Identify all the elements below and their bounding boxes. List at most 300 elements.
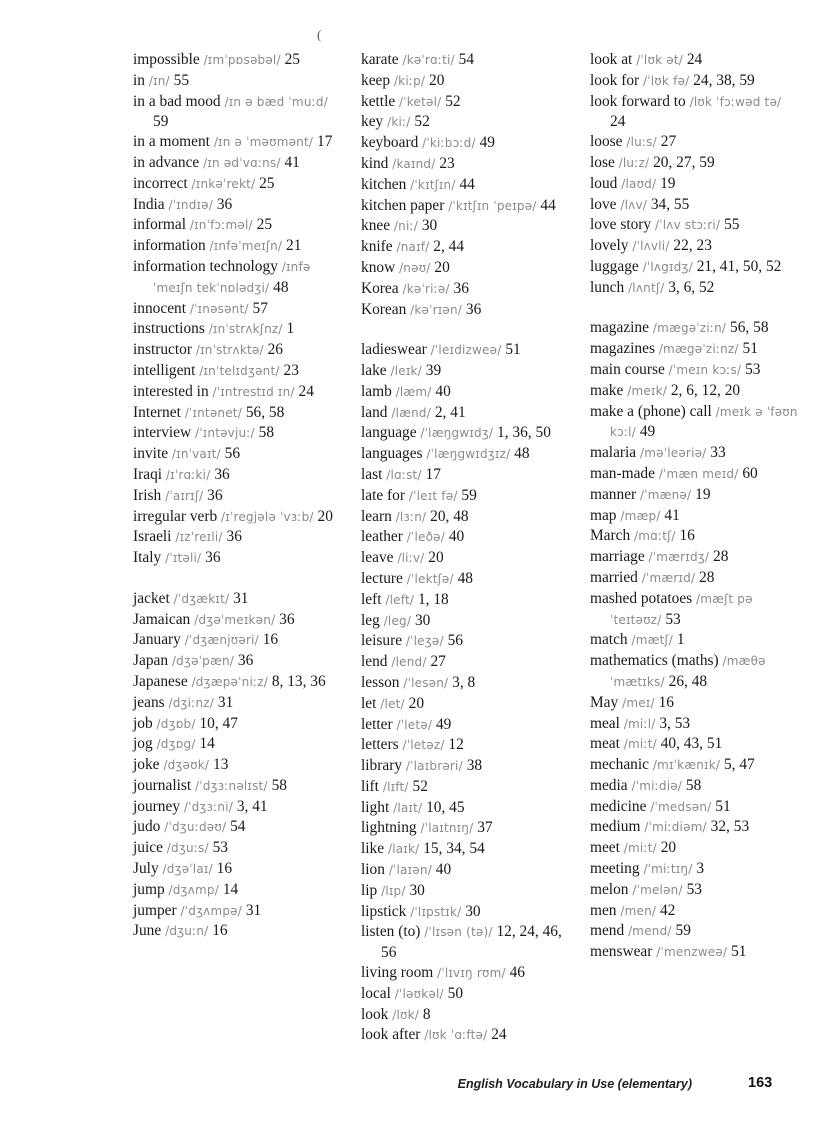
index-entry xyxy=(590,506,800,527)
index-entry xyxy=(361,382,571,403)
entry-pronunciation: /dʒɒb/ xyxy=(156,716,196,731)
entry-word: make a (phone) call xyxy=(590,402,712,420)
entry-word: loose xyxy=(590,133,623,151)
entry-word: languages xyxy=(361,445,423,463)
index-entry xyxy=(361,444,571,465)
entry-word: lamb xyxy=(361,382,392,400)
index-entry xyxy=(590,132,800,153)
index-entry xyxy=(133,299,343,320)
index-entry xyxy=(590,693,800,714)
index-entry xyxy=(361,735,571,756)
index-entry xyxy=(590,174,800,195)
entry-page-refs: 52 xyxy=(445,92,461,110)
index-entry xyxy=(361,133,571,154)
entry-page-refs: 51 xyxy=(731,943,747,961)
entry-page-refs: 23 xyxy=(283,361,299,379)
entry-pronunciation: /mæθəˈmætɪks/ xyxy=(610,654,766,689)
entry-pronunciation: /laʊd/ xyxy=(621,176,657,191)
entry-word: innocent xyxy=(133,299,186,317)
index-entry xyxy=(361,403,571,424)
entry-pronunciation: /dʒəˈpæn/ xyxy=(171,654,235,669)
entry-page-refs: 20 xyxy=(429,71,445,89)
entry-pronunciation: /ɪn/ xyxy=(148,73,170,88)
entry-page-refs: 12, 24, 46, 56 xyxy=(381,923,562,962)
entry-page-refs: 3, 53 xyxy=(659,714,691,732)
index-entry xyxy=(361,71,571,92)
index-entry xyxy=(133,859,343,880)
entry-page-refs: 54 xyxy=(230,818,246,836)
entry-pronunciation: /ˈmeɪn kɔːs/ xyxy=(668,362,742,377)
entry-word: luggage xyxy=(590,257,639,275)
entry-word: jacket xyxy=(133,589,170,607)
entry-page-refs: 8, 13, 36 xyxy=(271,672,326,690)
entry-page-refs: 44 xyxy=(459,175,475,193)
index-entry xyxy=(590,195,800,216)
entry-page-refs: 33 xyxy=(710,444,726,462)
index-entry xyxy=(133,444,343,465)
index-column-2 xyxy=(361,50,571,1046)
entry-page-refs: 8 xyxy=(422,1005,431,1023)
entry-page-refs: 2, 6, 12, 20 xyxy=(670,381,741,399)
entry-pronunciation: /ˈlesən/ xyxy=(403,675,449,690)
entry-word: July xyxy=(133,860,159,878)
entry-word: job xyxy=(133,714,153,732)
entry-word: in a moment xyxy=(133,133,210,151)
entry-word: Italy xyxy=(133,549,162,567)
entry-pronunciation: /ˈlektʃə/ xyxy=(406,571,454,586)
entry-page-refs: 25 xyxy=(256,216,273,234)
entry-page-refs: 1, 18 xyxy=(417,590,449,608)
entry-page-refs: 40, 43, 51 xyxy=(660,735,723,753)
entry-word: like xyxy=(361,840,385,858)
entry-pronunciation: /kiːp/ xyxy=(393,73,426,88)
entry-pronunciation: /lʊk/ xyxy=(392,1007,420,1022)
entry-pronunciation: /ɪn ə ˈməʊmənt/ xyxy=(213,135,314,150)
index-entry xyxy=(590,901,800,922)
index-entry xyxy=(361,423,571,444)
index-column-3 xyxy=(590,50,800,963)
entry-page-refs: 1, 36, 50 xyxy=(497,424,551,442)
entry-word: know xyxy=(361,258,396,276)
entry-pronunciation: /læm/ xyxy=(395,384,432,399)
entry-pronunciation: /ˈmiːtɪŋ/ xyxy=(643,862,693,877)
index-entry xyxy=(361,216,571,237)
index-entry xyxy=(361,902,571,923)
index-entry xyxy=(361,839,571,860)
entry-page-refs: 48 xyxy=(457,569,473,587)
index-entry xyxy=(133,901,343,922)
entry-word: loud xyxy=(590,174,618,192)
index-entry xyxy=(590,71,800,92)
entry-page-refs: 59 xyxy=(461,486,477,504)
entry-word: ladieswear xyxy=(361,341,427,359)
entry-page-refs: 25 xyxy=(259,174,275,192)
entry-pronunciation: /ˈlaɪbrəri/ xyxy=(405,759,463,774)
index-entry xyxy=(590,630,800,651)
index-entry xyxy=(590,734,800,755)
entry-word: irregular verb xyxy=(133,507,218,525)
entry-pronunciation: /leg/ xyxy=(383,613,412,628)
index-entry xyxy=(361,507,571,528)
index-entry xyxy=(133,340,343,361)
index-entry xyxy=(590,92,800,133)
entry-page-refs: 36 xyxy=(453,279,469,297)
entry-word: lovely xyxy=(590,237,629,255)
entry-page-refs: 60 xyxy=(742,464,758,482)
index-entry xyxy=(361,175,571,196)
entry-page-refs: 40 xyxy=(435,382,451,400)
entry-page-refs: 48 xyxy=(273,278,289,296)
entry-pronunciation: /ˈketəl/ xyxy=(399,94,442,109)
entry-pronunciation: /ˈkiːbɔːd/ xyxy=(422,136,476,151)
entry-pronunciation: /ˈɪntənet/ xyxy=(184,405,242,420)
entry-word: leave xyxy=(361,549,394,567)
entry-word: instructions xyxy=(133,320,205,338)
entry-word: lion xyxy=(361,861,385,879)
entry-page-refs: 2, 44 xyxy=(433,238,465,256)
index-entry xyxy=(590,257,800,278)
entry-page-refs: 20 xyxy=(408,694,425,712)
index-entry xyxy=(361,258,571,279)
page-number: 163 xyxy=(748,1075,773,1091)
entry-word: main course xyxy=(590,360,665,378)
entry-pronunciation: /ɪˈrɑːki/ xyxy=(165,467,211,482)
entry-page-refs: 26 xyxy=(267,341,283,359)
entry-word: Israeli xyxy=(133,528,172,546)
entry-pronunciation: /lɜːn/ xyxy=(395,509,427,524)
entry-page-refs: 19 xyxy=(660,174,676,192)
entry-page-refs: 3, 41 xyxy=(236,797,268,815)
entry-page-refs: 2, 41 xyxy=(434,403,466,421)
entry-page-refs: 41 xyxy=(664,506,680,524)
entry-page-refs: 3, 8 xyxy=(452,673,476,691)
entry-pronunciation: /ˈɪnəsənt/ xyxy=(189,301,249,316)
entry-page-refs: 56 xyxy=(447,632,463,650)
index-entry xyxy=(590,797,800,818)
entry-word: jog xyxy=(133,735,153,753)
entry-page-refs: 19 xyxy=(695,485,711,503)
entry-page-refs: 36 xyxy=(237,652,254,670)
entry-page-refs: 20 xyxy=(317,507,333,525)
index-entry xyxy=(590,278,800,299)
entry-pronunciation: /ɪn ə bæd ˈmuːd/ xyxy=(224,94,328,109)
entry-page-refs: 24 xyxy=(686,51,703,68)
entry-pronunciation: /ˈleɪdizweə/ xyxy=(430,343,502,358)
index-entry xyxy=(361,963,571,984)
entry-page-refs: 54 xyxy=(458,51,475,68)
entry-pronunciation: /meɪk/ xyxy=(627,383,667,398)
entry-pronunciation: /ˈmærɪdʒ/ xyxy=(648,550,710,565)
index-entry xyxy=(590,236,800,257)
entry-pronunciation: /ˈleʒə/ xyxy=(405,634,444,649)
entry-word: leisure xyxy=(361,632,403,650)
entry-pronunciation: /kəˈrɑːti/ xyxy=(402,53,455,67)
entry-page-refs: 39 xyxy=(425,361,442,379)
entry-word: match xyxy=(590,631,628,649)
index-entry xyxy=(361,154,571,175)
index-entry xyxy=(133,195,343,216)
entry-pronunciation: /lɪp/ xyxy=(381,883,406,898)
entry-page-refs: 53 xyxy=(686,880,702,898)
entry-pronunciation: /dʒɒg/ xyxy=(156,737,196,752)
entry-word: mend xyxy=(590,922,625,940)
entry-pronunciation: /left/ xyxy=(385,592,415,607)
entry-pronunciation: /ˈdʒʌmpə/ xyxy=(180,903,242,918)
entry-pronunciation: /ˈlɪvɪŋ rʊm/ xyxy=(437,966,506,981)
entry-pronunciation: /ˈlʌvli/ xyxy=(632,239,670,254)
entry-pronunciation: /ˈlɪpstɪk/ xyxy=(410,904,462,919)
entry-page-refs: 36 xyxy=(205,549,221,567)
entry-pronunciation: /lʊk ˈɑːftə/ xyxy=(424,1028,488,1043)
entry-pronunciation: /dʒiːnz/ xyxy=(168,695,215,710)
entry-page-refs: 56 xyxy=(224,445,241,463)
page-footer xyxy=(0,1075,816,1097)
entry-page-refs: 36 xyxy=(214,465,230,483)
entry-word: lesson xyxy=(361,673,400,691)
entry-page-refs: 56, 58 xyxy=(245,403,285,421)
entry-page-refs: 31 xyxy=(217,693,234,711)
index-entry xyxy=(361,694,571,715)
entry-pronunciation: /mɑːtʃ/ xyxy=(634,529,676,544)
index-entry xyxy=(590,215,800,236)
entry-pronunciation: /laɪt/ xyxy=(393,800,423,815)
entry-pronunciation: /men/ xyxy=(620,903,657,918)
entry-pronunciation: /lend/ xyxy=(391,655,427,670)
entry-pronunciation: /lʌv/ xyxy=(620,197,647,212)
index-entry xyxy=(133,548,343,569)
entry-pronunciation: /ˈmænə/ xyxy=(640,487,692,502)
index-entry xyxy=(590,402,800,444)
entry-page-refs: 49 xyxy=(435,715,452,733)
entry-page-refs: 26, 48 xyxy=(668,672,708,690)
entry-pronunciation: /mætʃ/ xyxy=(631,633,673,648)
entry-page-refs: 31 xyxy=(233,589,249,607)
index-entry xyxy=(133,403,343,424)
entry-page-refs: 32, 53 xyxy=(710,818,750,836)
entry-pronunciation: /ˈlæŋgwɪdʒɪz/ xyxy=(426,447,511,462)
entry-page-refs: 23 xyxy=(439,154,455,172)
entry-pronunciation: /ˈɪntəvjuː/ xyxy=(194,426,255,441)
entry-page-refs: 49 xyxy=(479,134,495,152)
entry-page-refs: 24 xyxy=(491,1026,507,1044)
entry-word: kitchen xyxy=(361,175,407,193)
index-entry xyxy=(133,50,343,71)
entry-pronunciation: /kəˈrɪən/ xyxy=(410,302,463,317)
index-entry xyxy=(590,755,800,776)
entry-pronunciation: /ɪmˈpɒsəbəl/ xyxy=(203,53,281,67)
index-entry xyxy=(590,50,800,71)
entry-page-refs: 44 xyxy=(540,196,556,214)
index-entry xyxy=(361,196,571,217)
index-entry xyxy=(361,340,571,361)
entry-page-refs: 40 xyxy=(448,528,465,546)
entry-page-refs: 57 xyxy=(252,299,268,317)
entry-word: Jamaican xyxy=(133,610,191,628)
entry-word: in xyxy=(133,71,145,89)
entry-page-refs: 20 xyxy=(434,258,450,276)
entry-word: juice xyxy=(133,839,163,857)
entry-word: melon xyxy=(590,880,629,898)
index-entry xyxy=(590,714,800,735)
entry-word: in a bad mood xyxy=(133,92,221,110)
index-entry xyxy=(590,339,800,360)
entry-word: Irish xyxy=(133,486,162,504)
index-entry xyxy=(361,1025,571,1046)
index-entry xyxy=(133,651,343,672)
entry-pronunciation: /ɪnˈfɔːməl/ xyxy=(189,218,253,233)
entry-pronunciation: /ˈmedsən/ xyxy=(650,799,712,814)
entry-word: information xyxy=(133,237,206,255)
entry-pronunciation: /naɪf/ xyxy=(396,240,430,255)
entry-word: mashed potatoes xyxy=(590,589,693,607)
index-entry xyxy=(590,776,800,797)
index-entry xyxy=(133,610,343,631)
entry-word: June xyxy=(133,922,162,940)
entry-word: meet xyxy=(590,839,620,857)
entry-pronunciation: /miːt/ xyxy=(623,737,657,752)
entry-word: late for xyxy=(361,486,406,504)
entry-pronunciation: /mægəˈziːn/ xyxy=(652,321,727,336)
entry-pronunciation: /ˈdʒænjʊəri/ xyxy=(184,633,259,648)
index-entry xyxy=(590,859,800,880)
entry-pronunciation: /laɪk/ xyxy=(387,842,420,857)
index-entry xyxy=(133,153,343,174)
entry-page-refs: 13 xyxy=(213,756,229,774)
entry-word: listen (to) xyxy=(361,923,421,941)
index-entry xyxy=(133,527,343,548)
entry-word: jumper xyxy=(133,901,177,919)
index-entry xyxy=(590,838,800,859)
index-entry xyxy=(133,319,343,340)
index-entry xyxy=(361,798,571,819)
entry-pronunciation: /ˈlaɪtnɪŋ/ xyxy=(420,821,474,836)
page-corner-mark: ( xyxy=(317,27,322,42)
entry-page-refs: 21 xyxy=(286,237,302,255)
entry-pronunciation: /ˈmelən/ xyxy=(632,882,683,897)
index-entry xyxy=(361,881,571,902)
entry-word: lake xyxy=(361,361,387,379)
entry-page-refs: 27 xyxy=(430,653,446,671)
entry-pronunciation: /ɪnfəˈmeɪʃn/ xyxy=(209,239,283,254)
entry-word: jump xyxy=(133,880,165,898)
entry-word: Japan xyxy=(133,652,169,670)
entry-page-refs: 27 xyxy=(660,133,677,151)
entry-word: impossible xyxy=(133,51,200,68)
entry-word: lose xyxy=(590,153,615,171)
entry-page-refs: 36 xyxy=(226,528,242,546)
entry-pronunciation: /ˈdʒuːdəʊ/ xyxy=(164,820,227,835)
entry-word: keep xyxy=(361,71,391,89)
entry-page-refs: 14 xyxy=(199,735,215,753)
entry-pronunciation: /ˈɪtəli/ xyxy=(165,551,202,566)
entry-word: mathematics (maths) xyxy=(590,652,719,670)
entry-word: local xyxy=(361,984,391,1002)
entry-word: love story xyxy=(590,216,652,234)
entry-word: media xyxy=(590,776,628,794)
entry-word: meat xyxy=(590,735,620,753)
index-entry xyxy=(361,922,571,963)
entry-pronunciation: /məˈleəriə/ xyxy=(640,446,707,461)
entry-page-refs: 22, 23 xyxy=(673,237,712,255)
entry-page-refs: 28 xyxy=(699,568,715,586)
entry-word: Iraqi xyxy=(133,465,163,483)
entry-pronunciation: /ˈlaɪən/ xyxy=(388,863,432,878)
entry-pronunciation: /kəˈriːə/ xyxy=(402,281,450,296)
entry-page-refs: 14 xyxy=(222,880,239,898)
entry-pronunciation: /ɪnkəˈrekt/ xyxy=(191,176,256,191)
entry-page-refs: 24, 38, 59 xyxy=(693,71,755,89)
entry-page-refs: 41 xyxy=(284,153,300,171)
index-entry xyxy=(361,756,571,777)
entry-word: keyboard xyxy=(361,134,419,152)
index-entry xyxy=(590,381,800,402)
entry-word: meeting xyxy=(590,860,640,878)
entry-word: March xyxy=(590,527,631,545)
index-entry xyxy=(133,382,343,403)
entry-page-refs: 36 xyxy=(279,610,295,628)
index-entry xyxy=(361,818,571,839)
entry-word: mechanic xyxy=(590,756,649,774)
index-entry xyxy=(590,547,800,568)
entry-word: incorrect xyxy=(133,174,188,192)
entry-page-refs: 1 xyxy=(676,631,685,649)
entry-pronunciation: /ˈlʌgɪdʒ/ xyxy=(642,259,693,274)
entry-pronunciation: /ˈləʊkəl/ xyxy=(394,986,444,1001)
entry-pronunciation: /niː/ xyxy=(393,219,418,234)
entry-page-refs: 20, 27, 59 xyxy=(653,153,715,171)
index-entry xyxy=(590,318,800,339)
entry-page-refs: 30 xyxy=(465,902,481,920)
index-entry xyxy=(361,590,571,611)
entry-page-refs: 40 xyxy=(435,861,452,879)
index-entry xyxy=(361,631,571,652)
entry-word: map xyxy=(590,506,617,524)
index-entry xyxy=(133,797,343,818)
entry-pronunciation: /ˈdʒɜːni/ xyxy=(183,799,233,814)
entry-page-refs: 48 xyxy=(514,445,530,463)
entry-word: look forward to xyxy=(590,92,686,110)
entry-pronunciation: /dʒəˈmeɪkən/ xyxy=(194,612,276,627)
entry-word: kitchen paper xyxy=(361,196,445,214)
book-title: English Vocabulary in Use (elementary) xyxy=(457,1077,692,1091)
index-entry xyxy=(361,361,571,382)
entry-word: love xyxy=(590,195,617,213)
index-entry xyxy=(361,486,571,507)
entry-word: left xyxy=(361,590,382,608)
entry-word: learn xyxy=(361,507,392,525)
index-entry xyxy=(133,132,343,153)
index-entry xyxy=(590,485,800,506)
entry-word: let xyxy=(361,694,377,712)
index-entry xyxy=(133,755,343,776)
entry-word: in advance xyxy=(133,153,200,171)
entry-word: judo xyxy=(133,818,161,836)
index-entry xyxy=(590,817,800,838)
entry-page-refs: 51 xyxy=(505,341,521,359)
entry-page-refs: 20 xyxy=(660,839,677,857)
entry-page-refs: 58 xyxy=(271,776,287,794)
entry-pronunciation: /ˈkɪtʃɪn ˈpeɪpə/ xyxy=(448,198,537,213)
index-entry xyxy=(361,527,571,548)
entry-pronunciation: /ɪnˈtelɪdʒənt/ xyxy=(199,363,280,378)
entry-pronunciation: /ˈlɪsən (tə)/ xyxy=(424,925,493,940)
index-entry xyxy=(133,880,343,901)
entry-pronunciation: /lʌntʃ/ xyxy=(628,280,665,295)
entry-word: last xyxy=(361,465,383,483)
entry-pronunciation: /ˈmiːdiəm/ xyxy=(644,820,707,835)
entry-word: leg xyxy=(361,611,380,629)
index-entry xyxy=(133,714,343,735)
